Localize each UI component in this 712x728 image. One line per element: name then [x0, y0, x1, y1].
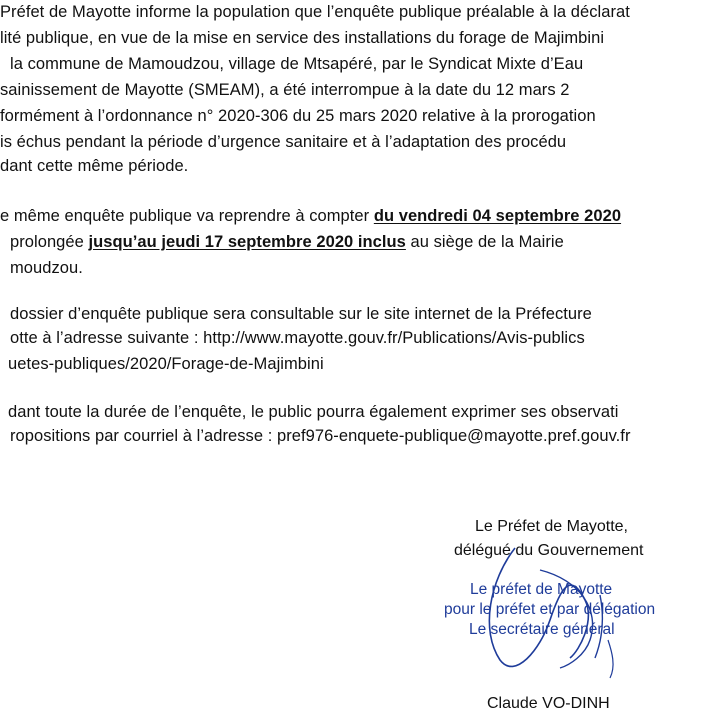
signatory-role: délégué du Gouvernement	[454, 542, 644, 559]
signatory-name: Claude VO-DINH	[487, 695, 610, 712]
text-line: otte à l’adresse suivante : http://www.mayotte.gouv.fr/Publications/Avis-publics	[10, 329, 585, 347]
text-line: dant cette même période.	[0, 157, 189, 175]
text-line: lité publique, en vue de la mise en service des installations du forage de Majimbini	[0, 29, 605, 47]
text-line	[0, 206, 621, 226]
text-line: uetes-publiques/2020/Forage-de-Majimbini	[8, 355, 324, 373]
text-line: ropositions par courriel à l’adresse : pref976-enquete-publique@mayotte.pref.gouv.fr	[10, 427, 631, 445]
text-segment: au siège de la Mairie	[405, 233, 564, 251]
text-line: la commune de Mamoudzou, village de Mtsapéré, par le Syndicat Mixte d’Eau	[10, 55, 584, 73]
text-line	[10, 232, 564, 252]
text-line: dant toute la durée de l’enquête, le public pourra également exprimer ses observati	[8, 403, 619, 421]
text-line: formément à l’ordonnance n° 2020-306 du 25 mars 2020 relative à la prorogation	[0, 107, 596, 125]
signatory-title: Le Préfet de Mayotte,	[475, 518, 628, 535]
handwritten-signature	[420, 540, 680, 690]
date-start-highlight: du vendredi 04 septembre 2020	[373, 207, 622, 225]
text-segment: prolongée	[10, 233, 89, 251]
stamp-line: pour le préfet et par délégation	[444, 601, 656, 618]
text-line: sainissement de Mayotte (SMEAM), a été interrompue à la date du 12 mars 2	[0, 81, 570, 99]
stamp-line: Le préfet de Mayotte	[470, 581, 613, 598]
text-line: dossier d’enquête publique sera consultable sur le site internet de la Préfecture	[10, 305, 592, 323]
text-segment: e même enquête publique va reprendre à compter	[0, 207, 374, 225]
date-end-highlight: jusqu’au jeudi 17 septembre 2020 inclus	[88, 233, 406, 251]
text-line: Préfet de Mayotte informe la population que l’enquête publique préalable à la déclarat	[0, 3, 630, 21]
text-line: moudzou.	[10, 259, 83, 277]
text-line: is échus pendant la période d’urgence sanitaire et à l’adaptation des procédu	[0, 133, 567, 151]
stamp-line: Le secrétaire général	[469, 621, 615, 638]
